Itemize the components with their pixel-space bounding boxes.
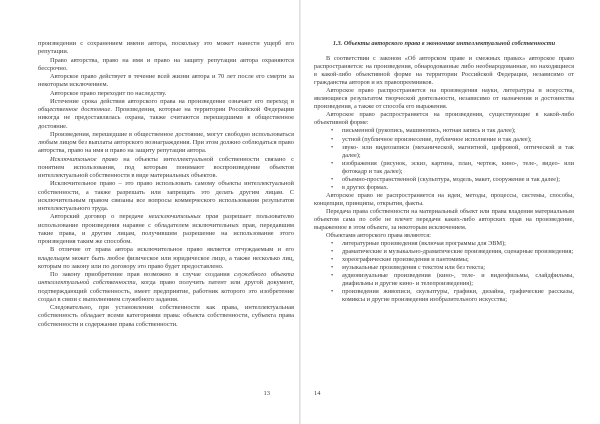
paragraph bbox=[314, 55, 574, 87]
list-item: • устной (публичное произнесение, публичное исполнение и так далее); bbox=[342, 136, 574, 144]
italic-term: общественное достояние bbox=[38, 106, 111, 113]
text-run: Авторский договор о передаче bbox=[50, 213, 149, 221]
paragraph bbox=[38, 246, 294, 271]
italic-term: неисключительных прав bbox=[148, 213, 219, 221]
italic-term: служебного объекта интеллектуальной собственности bbox=[38, 271, 294, 287]
list-item: • музыкальные произведения с текстом или без текста; bbox=[342, 264, 574, 272]
paragraph bbox=[38, 271, 294, 304]
paragraph bbox=[314, 208, 574, 232]
paragraph bbox=[314, 192, 574, 208]
left-page-number: 13 bbox=[263, 390, 270, 397]
text-run: разрешает пользователю использование произведения наравне с обладателем исключительных прав, передавшим такие права, и другим лицам, получившим разрешение на использование этого произведения таким же способом. bbox=[38, 213, 294, 245]
text-run: Исключительное право – это право использовать самому объекты интеллектуальной собственности, а также разрешать или запрещать это делать другим лицам. С исключительным правом связаны все вопросы коммерческого использования результатов интеллектуального труда. bbox=[38, 180, 294, 212]
text-run: Авторское право распространяется на произведения науки, литературы и искусства, являющиеся результатом творческой деятельности, независимо от назначения и достоинства произведения, а также от способа его выражения. bbox=[314, 87, 574, 111]
text-run: В отличие от права автора исключительное право является отчуждаемым и его владельцем может быть любое физическое или юридическое лицо, а также несколько лиц, которым по закону или по договору это право будет предоставлено. bbox=[38, 246, 294, 270]
text-run: Право авторства, право на имя и право на защиту репутации автора охраняются бессрочно. bbox=[38, 56, 294, 72]
section-heading bbox=[314, 40, 574, 48]
paragraph bbox=[314, 232, 574, 240]
paragraph bbox=[38, 131, 294, 156]
paragraph bbox=[38, 40, 294, 57]
text-run: Следовательно, при установлении собственности как права, интеллектуальная собственность обладает всеми категориями права: объекта собственности, субъекта права собственности и содержание права собственности. bbox=[38, 304, 294, 328]
paragraph bbox=[314, 87, 574, 111]
text-run: , когда право получить патент или другой документ, подтверждающий собственность, имеет предприятие, работник которого это изобретение создал в связи с выполнением служебного задания. bbox=[38, 279, 294, 303]
list-item: • произведения живописи, скульптуры, графики, дизайна, графические рассказы, комиксы и другие произведения изобразительного искусства; bbox=[342, 288, 574, 304]
right-page bbox=[300, 0, 600, 424]
section-heading-text: 1.3. Объекты авторского права в экономике интеллектуальной собственности bbox=[332, 40, 556, 47]
list-item: • аудиовизуальные произведения (кино-, теле- и видеофильмы, слайдфильмы, диафильмы и другие кино- и телепроизведения); bbox=[342, 272, 574, 288]
text-run: Произведения, перешедшие в общественное достояние, могут свободно использоваться любым лицом без выплаты авторского вознаграждения. При этом должно соблюдаться право авторства, право на имя и право на защиту репутации автора. bbox=[38, 130, 294, 155]
list-item: • звуко- или видеозаписи (механической, магнитной, цифровой, оптической и так далее); bbox=[342, 144, 574, 160]
paragraph bbox=[38, 98, 294, 131]
paragraph bbox=[38, 73, 294, 90]
paragraph bbox=[38, 180, 294, 213]
middle-paragraphs bbox=[314, 192, 574, 240]
text-run: По закону приобретение прав возможно в случае создания bbox=[50, 271, 235, 278]
paragraph bbox=[38, 90, 294, 98]
list-item: • письменной (рукопись, машинопись, нотная запись и так далее); bbox=[342, 127, 574, 135]
italic-term: Исключительное право bbox=[50, 155, 118, 163]
objects-list bbox=[314, 240, 574, 304]
paragraph bbox=[38, 57, 294, 74]
list-item: • изображения (рисунок, эскиз, картина, план, чертеж, кино-, теле-, видео- или фотокадр и так далее); bbox=[342, 160, 574, 176]
list-item: • в других формах. bbox=[342, 184, 574, 192]
text-run: на объекты интеллектуальной собственности связано с понятием использования, под которым понимают воспроизведение объектов интеллектуальной собственности в виде материальных объектов. bbox=[38, 155, 294, 179]
left-page-body bbox=[38, 40, 294, 329]
paragraph bbox=[314, 111, 574, 127]
paragraph bbox=[38, 304, 294, 329]
text-run: Передача права собственности на материальный объект или права владения материальным объектом сама по себе не влечет передачи каких-либо авторских прав на произведение, выраженное в этом объекте, за некоторым исключением. bbox=[314, 207, 574, 232]
text-run: произведении с сохранением имени автора, поскольку это может нанести ущерб его репутации. bbox=[38, 40, 294, 56]
list-item: • драматические и музыкально-драматические произведения, сценарные произведения; bbox=[342, 248, 574, 256]
text-run: . Произведения, которые на территории Российской Федерации никогда не предоставлялась охрана, также считаются перешедшими в общественное достояние. bbox=[38, 106, 294, 130]
list-item: • литературные произведения (включая программы для ЭВМ); bbox=[342, 240, 574, 248]
paragraph bbox=[38, 213, 294, 246]
text-run: Авторское право не распространяется на идеи, методы, процессы, системы, способы, концепции, принципы, открытия, факты. bbox=[314, 191, 574, 207]
text-run: В соответствии с законом «Об авторском праве и смежных правах» авторское право распространяется: на произведения, обнародованные либо необнародованные, но находящиеся в какой-либо объективной форме на территории Российской Федерации, независимо от гражданства авторов и их правопреемников. bbox=[314, 55, 574, 87]
forms-list bbox=[314, 127, 574, 191]
intro-paragraphs bbox=[314, 55, 574, 127]
list-item: • объемно-пространственной (скульптура, модель, макет, сооружение и так далее); bbox=[342, 176, 574, 184]
text-run: Объектами авторского права являются: bbox=[326, 232, 431, 240]
right-page-number: 14 bbox=[314, 390, 321, 397]
text-run: Авторское право распространяется на произведения, существующие в какой-либо объективной форме: bbox=[314, 111, 574, 127]
text-run: Истечение срока действия авторского права на произведение означает его переход в bbox=[50, 97, 294, 105]
text-run: Авторское право действует в течение всей жизни автора и 70 лет после его смерти за некоторым исключением. bbox=[38, 73, 294, 89]
list-item: • хореографические произведения и пантомимы; bbox=[342, 256, 574, 264]
text-run: Авторское право переходит по наследству. bbox=[50, 89, 167, 97]
paragraph bbox=[38, 156, 294, 181]
